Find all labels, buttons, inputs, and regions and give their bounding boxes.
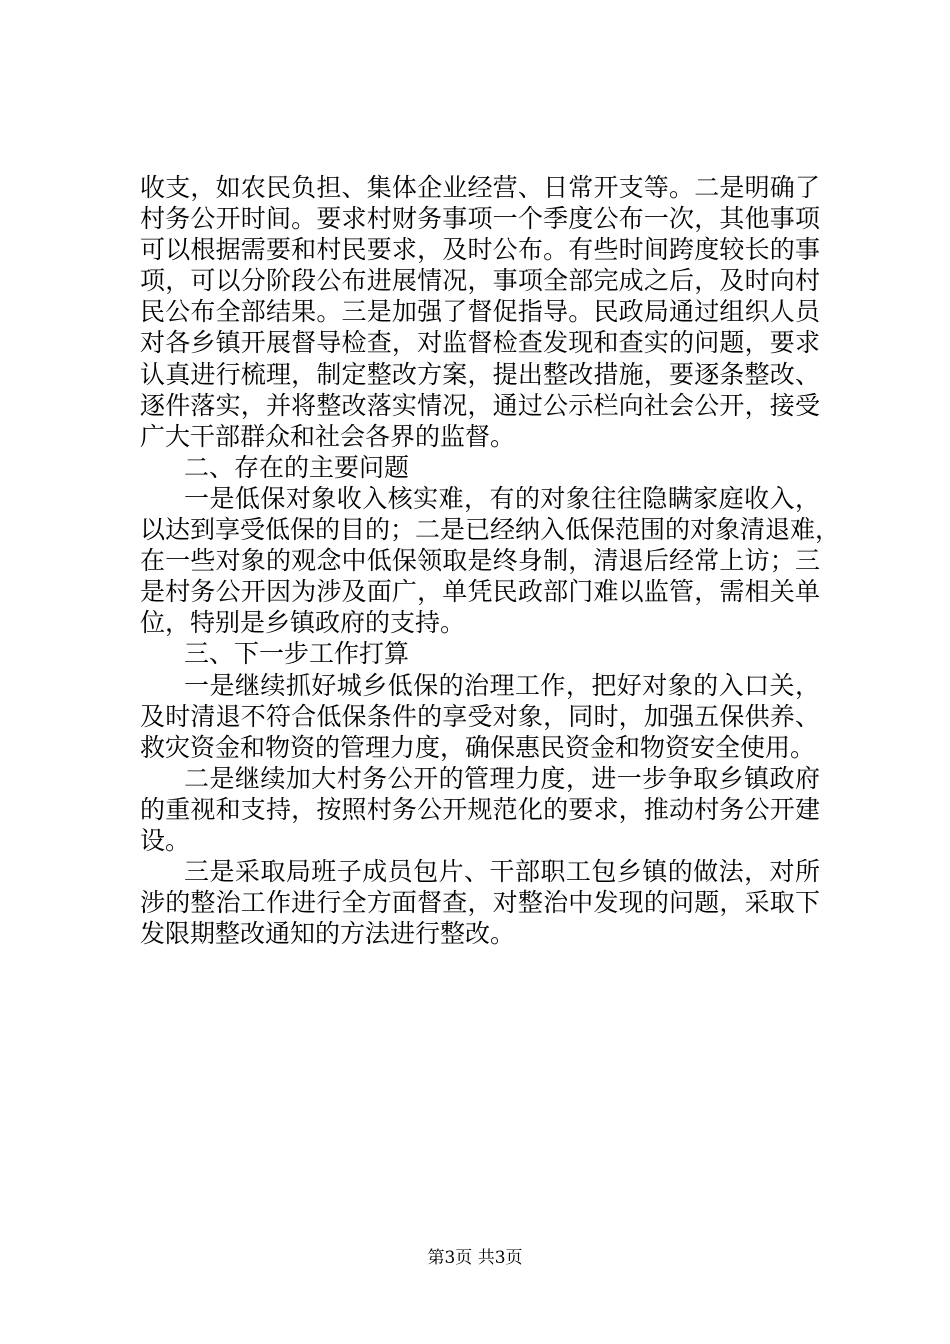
text-line: 的重视和支持，按照村务公开规范化的要求，推动村务公开建 [140,794,820,824]
text-line: 认真进行梳理，制定整改方案，提出整改措施，要逐条整改、 [140,359,820,389]
text-line: 在一些对象的观念中低保领取是终身制，清退后经常上访；三 [140,546,820,576]
text-line: 发限期整改通知的方法进行整改。 [140,919,516,949]
text-line: 以达到享受低保的目的；二是已经纳入低保范围的对象清退难， [140,515,841,545]
text-line: 村务公开时间。要求村财务事项一个季度公布一次，其他事项 [140,204,820,234]
text-line: 广大干部群众和社会各界的监督。 [140,421,516,451]
text-line: 二、存在的主要问题 [184,452,410,482]
text-line: 及时清退不符合低保条件的享受对象，同时，加强五保供养、 [140,701,820,731]
page-footer: 第3页 共3页 [427,1248,523,1268]
text-line: 二是继续加大村务公开的管理力度，进一步争取乡镇政府 [184,763,820,793]
text-line: 涉的整治工作进行全方面督查，对整治中发现的问题，采取下 [140,888,820,918]
text-line: 收支，如农民负担、集体企业经营、日常开支等。二是明确了 [140,173,820,202]
text-line: 可以根据需要和村民要求，及时公布。有些时间跨度较长的事 [140,235,820,265]
text-line: 民公布全部结果。三是加强了督促指导。民政局通过组织人员 [140,297,820,327]
text-line: 逐件落实，并将整改落实情况，通过公示栏向社会公开，接受 [140,390,820,420]
text-line: 位，特别是乡镇政府的支持。 [140,608,466,638]
text-line: 是村务公开因为涉及面广，单凭民政部门难以监管，需相关单 [140,577,820,607]
text-line: 三是采取局班子成员包片、干部职工包乡镇的做法，对所 [184,857,820,887]
text-line: 一是继续抓好城乡低保的治理工作，把好对象的入口关， [184,670,820,700]
text-line: 项，可以分阶段公布进展情况，事项全部完成之后，及时向村 [140,266,820,296]
text-line: 救灾资金和物资的管理力度，确保惠民资金和物资安全使用。 [140,732,816,762]
document-body [140,172,841,949]
text-line: 对各乡镇开展督导检查，对监督检查发现和查实的问题，要求 [140,328,820,358]
text-line: 设。 [140,825,191,855]
text-line: 一是低保对象收入核实难，有的对象往往隐瞒家庭收入， [184,483,820,513]
text-line: 三、下一步工作打算 [184,639,410,669]
